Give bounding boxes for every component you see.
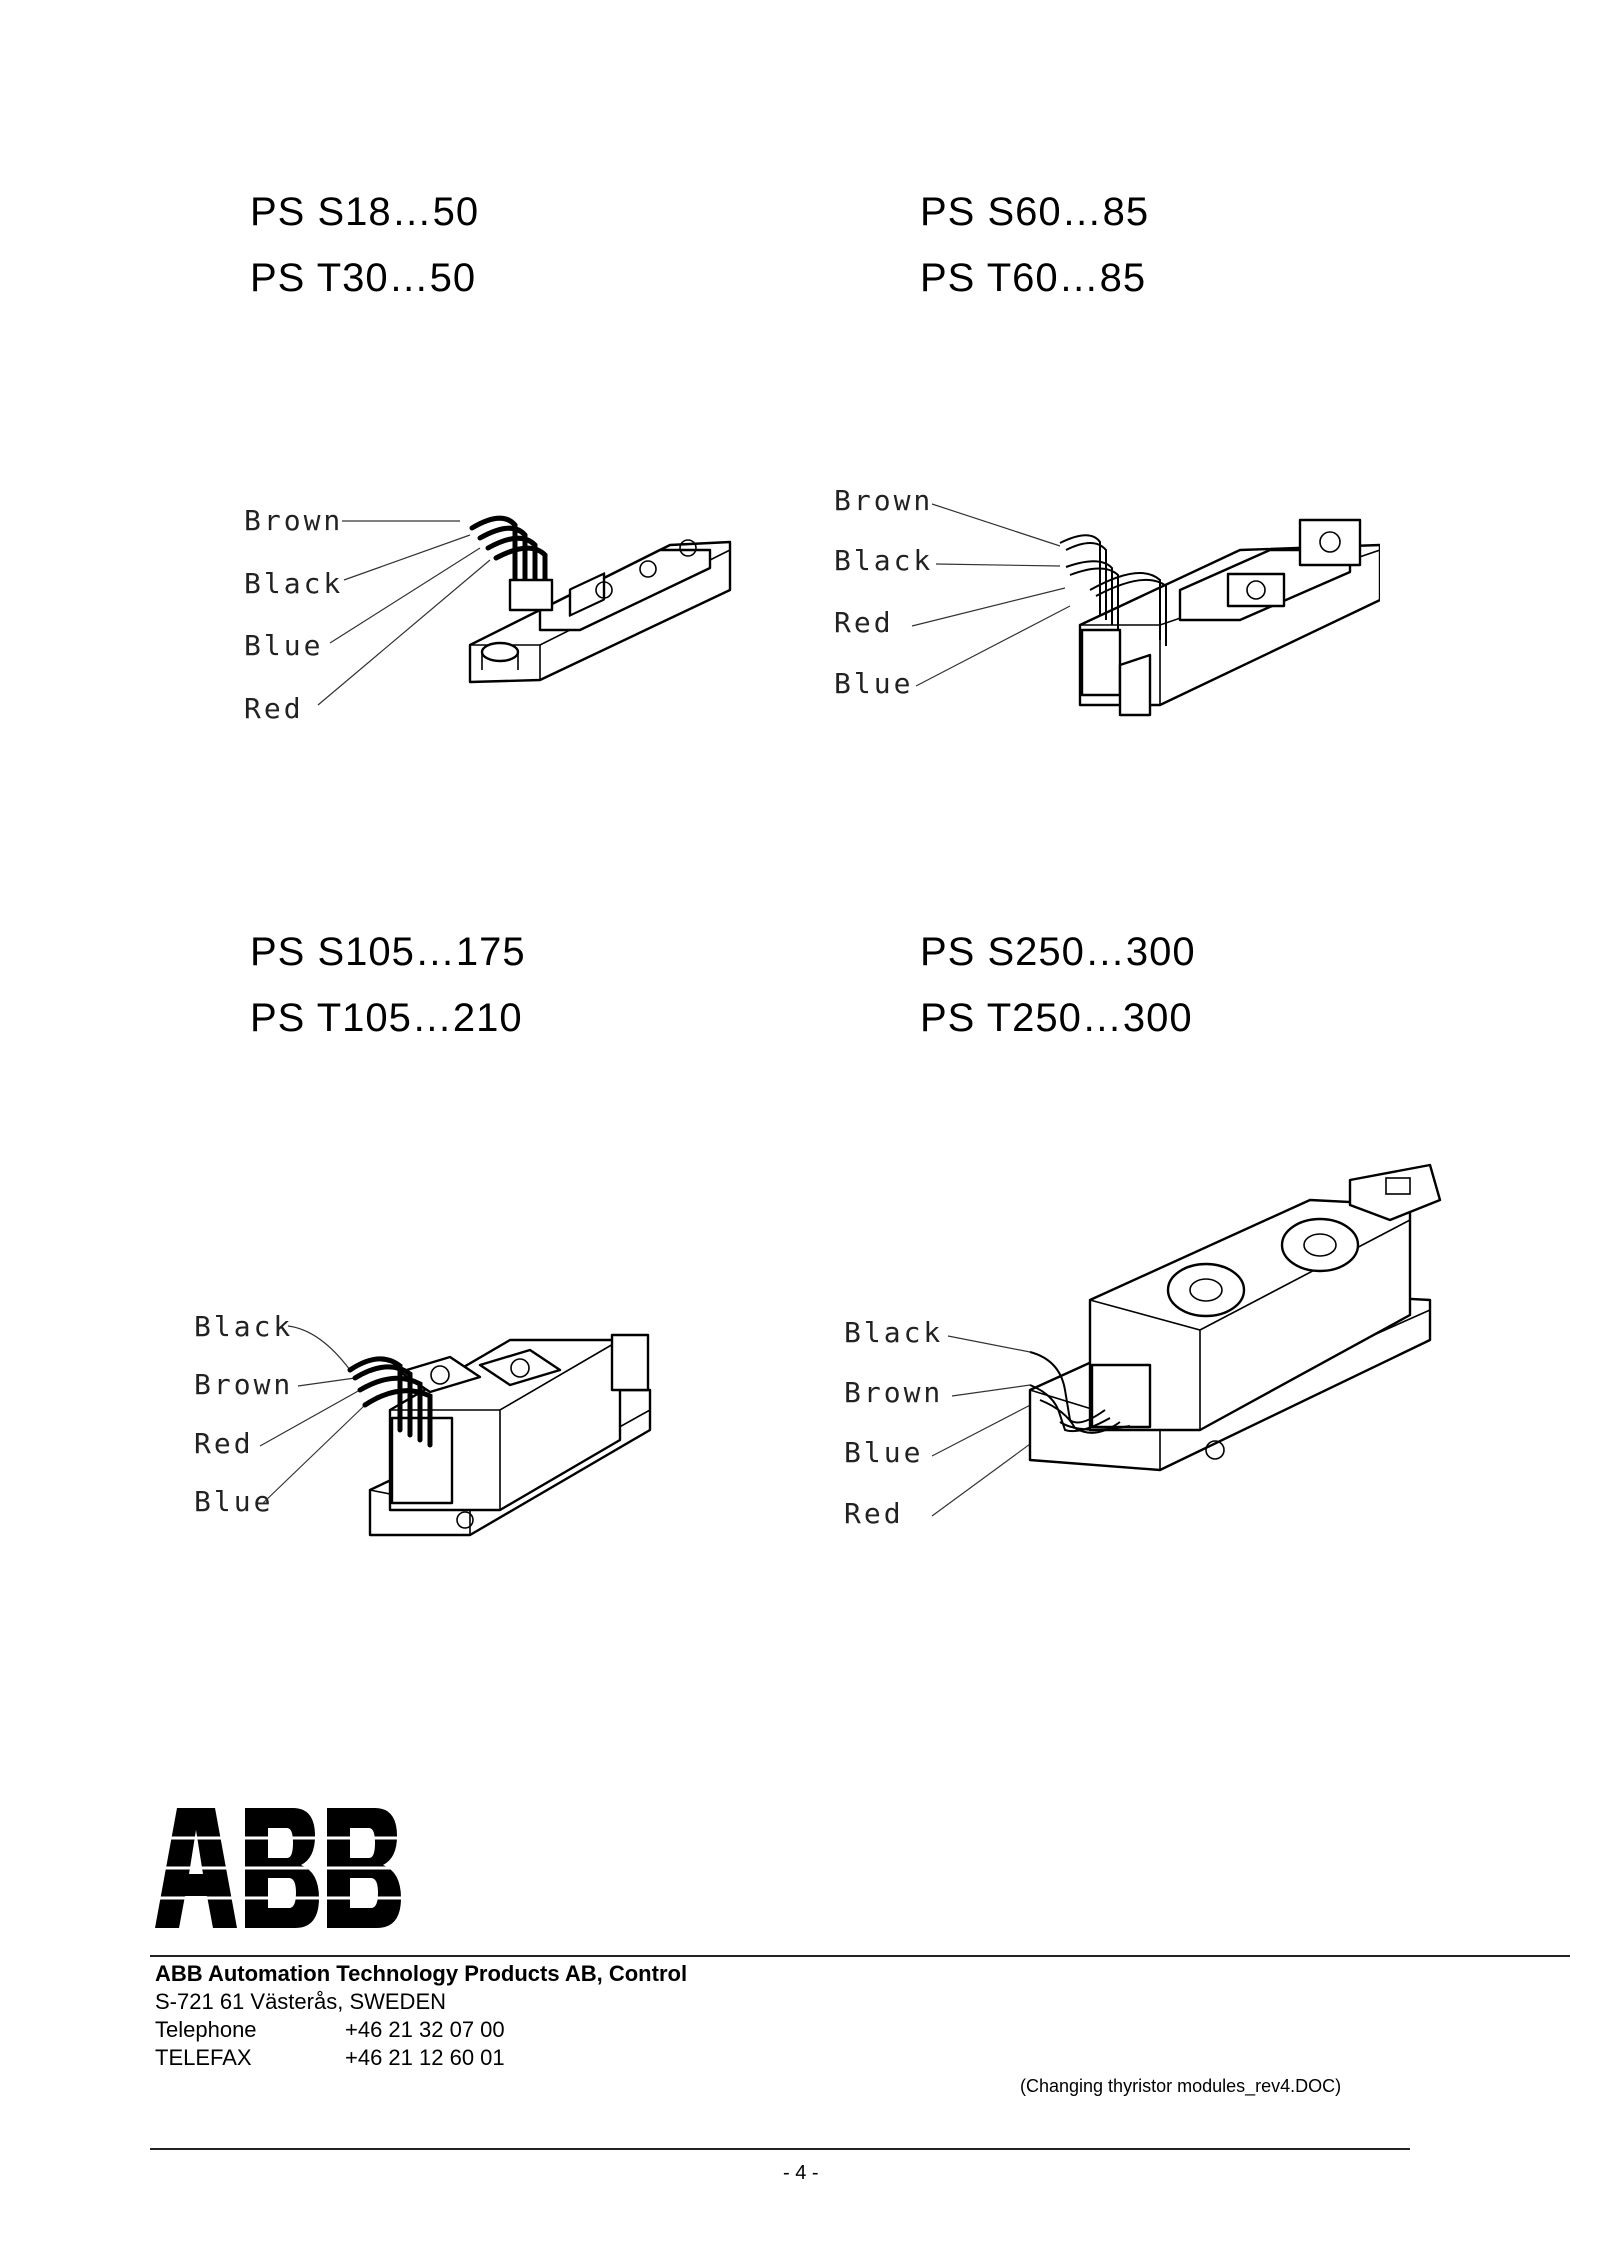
telefax-value: +46 21 12 60 01 xyxy=(345,2045,505,2070)
wire-label-blue: Blue xyxy=(194,1485,274,1518)
module-diagram-s60 xyxy=(820,480,1380,750)
panel-1-title-1: PS S18…50 xyxy=(250,190,480,234)
wire-label-red: Red xyxy=(844,1497,904,1530)
wire-label-blue: Blue xyxy=(244,629,324,662)
panel-3-title-2: PS T105…210 xyxy=(250,996,523,1040)
page-number: - 4 - xyxy=(783,2162,819,2184)
panel-4-title-1: PS S250…300 xyxy=(920,930,1196,974)
footer-divider-top xyxy=(150,1955,1570,1957)
telephone-label: Telephone xyxy=(155,2017,257,2042)
wire-label-blue: Blue xyxy=(844,1436,924,1469)
telefax-row xyxy=(155,2044,687,2072)
wire-label-blue: Blue xyxy=(834,667,914,700)
wire-label-red: Red xyxy=(834,606,894,639)
company-address-block xyxy=(155,1960,687,2072)
panel-4-title-2: PS T250…300 xyxy=(920,996,1193,1040)
wire-label-brown: Brown xyxy=(194,1368,294,1401)
wire-label-black: Black xyxy=(194,1310,294,1343)
module-diagram-s105 xyxy=(180,1260,720,1590)
telephone-value: +46 21 32 07 00 xyxy=(345,2017,505,2042)
wire-label-black: Black xyxy=(834,544,934,577)
wire-label-brown: Brown xyxy=(844,1376,944,1409)
abb-logo xyxy=(155,1808,405,1928)
company-address: S-721 61 Västerås, SWEDEN xyxy=(155,1989,447,2014)
telefax-label: TELEFAX xyxy=(155,2045,252,2070)
wire-label-red: Red xyxy=(244,692,304,725)
module-diagram-s250 xyxy=(830,1160,1470,1560)
panel-2-title-2: PS T60…85 xyxy=(920,256,1147,300)
footer-divider-bottom xyxy=(150,2148,1410,2150)
company-name: ABB Automation Technology Products AB, Control xyxy=(155,1961,688,1986)
panel-3-title-1: PS S105…175 xyxy=(250,930,526,974)
wire-label-brown: Brown xyxy=(244,504,344,537)
wire-label-black: Black xyxy=(244,567,344,600)
panel-1-title-2: PS T30…50 xyxy=(250,256,477,300)
telephone-row xyxy=(155,2016,687,2044)
wire-label-red: Red xyxy=(194,1427,254,1460)
wire-label-black: Black xyxy=(844,1316,944,1349)
document-reference: (Changing thyristor modules_rev4.DOC) xyxy=(1020,2076,1342,2096)
module-diagram-s18 xyxy=(230,480,750,750)
wire-label-brown: Brown xyxy=(834,484,934,517)
panel-2-title-1: PS S60…85 xyxy=(920,190,1150,234)
